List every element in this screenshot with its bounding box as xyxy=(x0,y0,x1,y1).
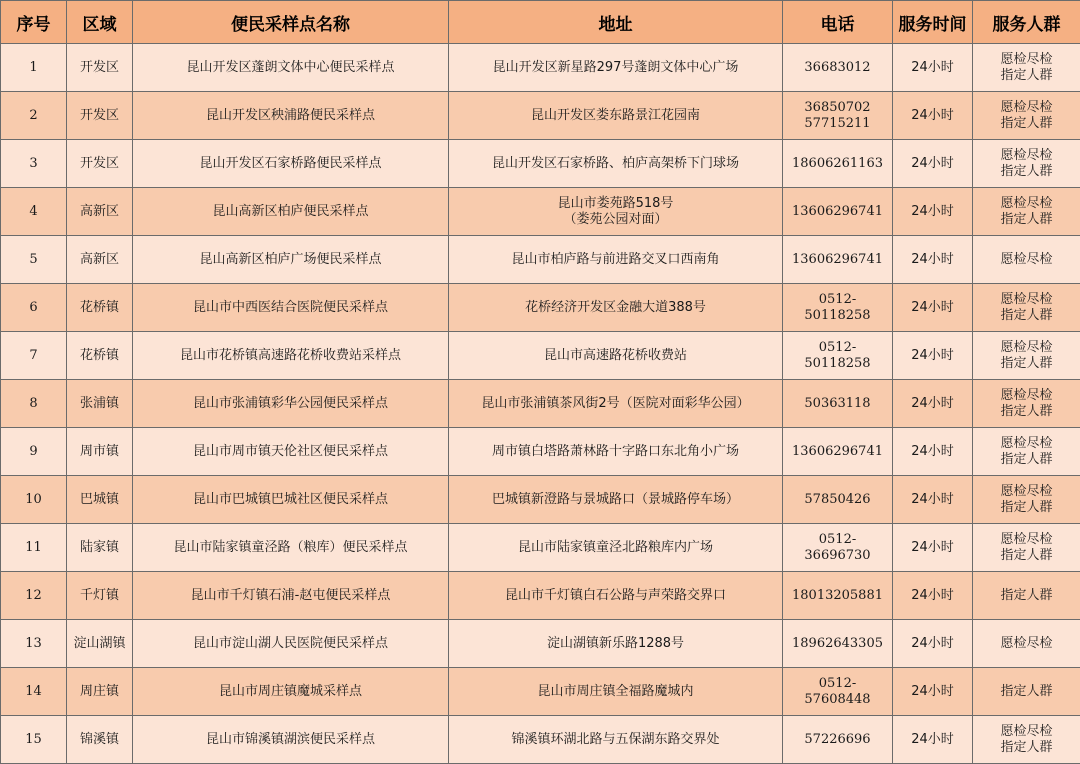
cell-seq: 12 xyxy=(1,572,67,620)
cell-address-line: 昆山市娄苑路518号 xyxy=(557,195,674,211)
cell-address-line: 昆山市陆家镇童泾北路粮库内广场 xyxy=(517,539,713,555)
cell-address xyxy=(449,236,783,284)
cell-phone xyxy=(783,332,893,380)
cell-district: 周庄镇 xyxy=(67,668,133,716)
cell-service-line: 愿检尽检 xyxy=(1000,99,1053,115)
cell-hours: 24小时 xyxy=(893,668,973,716)
cell-address-line: 昆山开发区娄东路景江花园南 xyxy=(530,107,700,123)
cell-phone-line: 57850426 xyxy=(804,491,871,507)
cell-hours: 24小时 xyxy=(893,332,973,380)
cell-district: 锦溪镇 xyxy=(67,716,133,764)
cell-district: 淀山湖镇 xyxy=(67,620,133,668)
cell-address-line: 昆山市高速路花桥收费站 xyxy=(543,347,687,363)
cell-service-line: 指定人群 xyxy=(1000,115,1053,131)
cell-hours: 24小时 xyxy=(893,236,973,284)
cell-name: 昆山开发区秧浦路便民采样点 xyxy=(133,92,449,140)
cell-district: 花桥镇 xyxy=(67,284,133,332)
cell-address-line: 周市镇白塔路萧林路十字路口东北角小广场 xyxy=(491,443,739,459)
cell-hours: 24小时 xyxy=(893,476,973,524)
cell-service-line: 愿检尽检 xyxy=(1000,435,1053,451)
cell-district: 陆家镇 xyxy=(67,524,133,572)
cell-phone xyxy=(783,236,893,284)
cell-phone-line: 50363118 xyxy=(804,395,871,411)
cell-hours: 24小时 xyxy=(893,92,973,140)
cell-hours: 24小时 xyxy=(893,572,973,620)
cell-service xyxy=(973,236,1080,284)
cell-district: 花桥镇 xyxy=(67,332,133,380)
cell-district: 开发区 xyxy=(67,140,133,188)
table-row xyxy=(1,236,1080,284)
cell-name: 昆山市巴城镇巴城社区便民采样点 xyxy=(133,476,449,524)
header-address: 地址 xyxy=(449,1,783,44)
table-row xyxy=(1,44,1080,92)
cell-service-line: 愿检尽检 xyxy=(1000,723,1053,739)
cell-phone-line: 13606296741 xyxy=(792,251,883,267)
cell-name: 昆山市千灯镇石浦-赵屯便民采样点 xyxy=(133,572,449,620)
cell-service xyxy=(973,380,1080,428)
cell-service-line: 指定人群 xyxy=(1000,499,1053,515)
cell-name: 昆山市花桥镇高速路花桥收费站采样点 xyxy=(133,332,449,380)
cell-service-line: 愿检尽检 xyxy=(1000,387,1053,403)
cell-address-line: 昆山市柏庐路与前进路交叉口西南角 xyxy=(511,251,720,267)
cell-name: 昆山高新区柏庐广场便民采样点 xyxy=(133,236,449,284)
cell-service xyxy=(973,140,1080,188)
cell-district: 巴城镇 xyxy=(67,476,133,524)
cell-address xyxy=(449,476,783,524)
cell-hours: 24小时 xyxy=(893,284,973,332)
cell-phone-line: 13606296741 xyxy=(792,443,883,459)
cell-address xyxy=(449,92,783,140)
cell-service-line: 指定人群 xyxy=(1000,451,1053,467)
cell-address xyxy=(449,716,783,764)
cell-phone-line: 57226696 xyxy=(804,731,871,747)
cell-phone xyxy=(783,380,893,428)
cell-seq: 9 xyxy=(1,428,67,476)
cell-service xyxy=(973,284,1080,332)
cell-service-line: 指定人群 xyxy=(1000,163,1053,179)
cell-seq: 8 xyxy=(1,380,67,428)
cell-name: 昆山市淀山湖人民医院便民采样点 xyxy=(133,620,449,668)
cell-address xyxy=(449,44,783,92)
cell-service xyxy=(973,716,1080,764)
cell-service-line: 愿检尽检 xyxy=(1000,195,1053,211)
table-row xyxy=(1,284,1080,332)
cell-phone xyxy=(783,668,893,716)
table-body xyxy=(1,44,1080,764)
cell-address-line: 昆山市周庄镇全福路魔城内 xyxy=(537,683,694,699)
header-name: 便民采样点名称 xyxy=(133,1,449,44)
cell-service xyxy=(973,44,1080,92)
header-seq: 序号 xyxy=(1,1,67,44)
cell-seq: 4 xyxy=(1,188,67,236)
table-row xyxy=(1,476,1080,524)
cell-phone-line: 18013205881 xyxy=(792,587,883,603)
table-row xyxy=(1,620,1080,668)
cell-name: 昆山市周市镇天伦社区便民采样点 xyxy=(133,428,449,476)
cell-phone xyxy=(783,476,893,524)
cell-service xyxy=(973,620,1080,668)
cell-seq: 14 xyxy=(1,668,67,716)
cell-address-line: 昆山市张浦镇茶风街2号（医院对面彩华公园） xyxy=(481,395,750,411)
cell-service xyxy=(973,572,1080,620)
cell-address xyxy=(449,140,783,188)
cell-seq: 1 xyxy=(1,44,67,92)
cell-address-line: 昆山开发区石家桥路、柏庐高架桥下门球场 xyxy=(491,155,739,171)
cell-service xyxy=(973,92,1080,140)
cell-district: 周市镇 xyxy=(67,428,133,476)
cell-hours: 24小时 xyxy=(893,716,973,764)
cell-phone-line: 0512-36696730 xyxy=(804,531,871,563)
table-row xyxy=(1,524,1080,572)
cell-hours: 24小时 xyxy=(893,140,973,188)
header-district: 区域 xyxy=(67,1,133,44)
cell-service xyxy=(973,524,1080,572)
cell-phone xyxy=(783,284,893,332)
cell-service xyxy=(973,476,1080,524)
cell-phone-line: 18962643305 xyxy=(792,635,883,651)
cell-phone xyxy=(783,524,893,572)
cell-service-line: 指定人群 xyxy=(1000,683,1053,699)
cell-address-line: （娄苑公园对面） xyxy=(563,211,668,227)
cell-phone-line: 36683012 xyxy=(804,59,871,75)
cell-name: 昆山市张浦镇彩华公园便民采样点 xyxy=(133,380,449,428)
cell-service-line: 愿检尽检 xyxy=(1000,635,1053,651)
cell-service xyxy=(973,668,1080,716)
cell-district: 开发区 xyxy=(67,44,133,92)
cell-hours: 24小时 xyxy=(893,380,973,428)
cell-seq: 6 xyxy=(1,284,67,332)
table-row xyxy=(1,572,1080,620)
cell-name: 昆山开发区石家桥路便民采样点 xyxy=(133,140,449,188)
cell-service-line: 指定人群 xyxy=(1000,403,1053,419)
cell-phone-line: 0512-57608448 xyxy=(804,675,871,707)
cell-district: 千灯镇 xyxy=(67,572,133,620)
table-row xyxy=(1,380,1080,428)
table-row xyxy=(1,332,1080,380)
cell-service-line: 愿检尽检 xyxy=(1000,51,1053,67)
cell-district: 张浦镇 xyxy=(67,380,133,428)
cell-district: 开发区 xyxy=(67,92,133,140)
cell-seq: 7 xyxy=(1,332,67,380)
cell-service-line: 愿检尽检 xyxy=(1000,291,1053,307)
table-header-row xyxy=(1,1,1080,44)
table-row xyxy=(1,428,1080,476)
cell-service-line: 愿检尽检 xyxy=(1000,339,1053,355)
header-service: 服务人群 xyxy=(973,1,1080,44)
cell-address xyxy=(449,572,783,620)
cell-service-line: 指定人群 xyxy=(1000,211,1053,227)
cell-address xyxy=(449,668,783,716)
cell-name: 昆山市周庄镇魔城采样点 xyxy=(133,668,449,716)
cell-address xyxy=(449,380,783,428)
cell-service xyxy=(973,428,1080,476)
cell-service-line: 指定人群 xyxy=(1000,547,1053,563)
cell-name: 昆山市陆家镇童泾路（粮库）便民采样点 xyxy=(133,524,449,572)
cell-phone-line: 0512-50118258 xyxy=(804,339,871,371)
table-row xyxy=(1,716,1080,764)
cell-service-line: 愿检尽检 xyxy=(1000,147,1053,163)
cell-service-line: 指定人群 xyxy=(1000,587,1053,603)
cell-hours: 24小时 xyxy=(893,524,973,572)
cell-seq: 3 xyxy=(1,140,67,188)
cell-service-line: 指定人群 xyxy=(1000,739,1053,755)
cell-name: 昆山高新区柏庐便民采样点 xyxy=(133,188,449,236)
cell-hours: 24小时 xyxy=(893,188,973,236)
table-row xyxy=(1,92,1080,140)
cell-address-line: 昆山开发区新星路297号蓬朗文体中心广场 xyxy=(492,59,739,75)
cell-address-line: 昆山市千灯镇白石公路与声荣路交界口 xyxy=(504,587,726,603)
cell-name: 昆山开发区蓬朗文体中心便民采样点 xyxy=(133,44,449,92)
header-phone: 电话 xyxy=(783,1,893,44)
cell-address xyxy=(449,284,783,332)
cell-seq: 11 xyxy=(1,524,67,572)
cell-phone-line: 57715211 xyxy=(804,115,871,131)
cell-address-line: 淀山湖镇新乐路1288号 xyxy=(546,635,685,651)
cell-address-line: 巴城镇新澄路与景城路口（景城路停车场） xyxy=(491,491,739,507)
cell-seq: 2 xyxy=(1,92,67,140)
cell-phone-line: 36850702 xyxy=(804,99,871,115)
cell-district: 高新区 xyxy=(67,236,133,284)
cell-phone xyxy=(783,44,893,92)
cell-service xyxy=(973,188,1080,236)
cell-service-line: 指定人群 xyxy=(1000,307,1053,323)
cell-phone-line: 0512-50118258 xyxy=(804,291,871,323)
cell-phone xyxy=(783,92,893,140)
cell-seq: 13 xyxy=(1,620,67,668)
cell-service-line: 指定人群 xyxy=(1000,355,1053,371)
table-row xyxy=(1,188,1080,236)
cell-phone xyxy=(783,428,893,476)
cell-hours: 24小时 xyxy=(893,428,973,476)
cell-service xyxy=(973,332,1080,380)
cell-phone xyxy=(783,620,893,668)
cell-service-line: 愿检尽检 xyxy=(1000,251,1053,267)
cell-address xyxy=(449,188,783,236)
cell-service-line: 指定人群 xyxy=(1000,67,1053,83)
cell-name: 昆山市锦溪镇湖滨便民采样点 xyxy=(133,716,449,764)
cell-phone xyxy=(783,716,893,764)
cell-address xyxy=(449,428,783,476)
cell-address-line: 花桥经济开发区金融大道388号 xyxy=(525,299,706,315)
cell-phone xyxy=(783,572,893,620)
header-hours: 服务时间 xyxy=(893,1,973,44)
cell-phone-line: 13606296741 xyxy=(792,203,883,219)
cell-address xyxy=(449,332,783,380)
table-row xyxy=(1,140,1080,188)
cell-address xyxy=(449,620,783,668)
cell-hours: 24小时 xyxy=(893,44,973,92)
cell-district: 高新区 xyxy=(67,188,133,236)
cell-phone xyxy=(783,140,893,188)
cell-seq: 10 xyxy=(1,476,67,524)
cell-service-line: 愿检尽检 xyxy=(1000,483,1053,499)
cell-service-line: 愿检尽检 xyxy=(1000,531,1053,547)
cell-phone-line: 18606261163 xyxy=(792,155,883,171)
cell-address-line: 锦溪镇环湖北路与五保湖东路交界处 xyxy=(511,731,720,747)
cell-seq: 15 xyxy=(1,716,67,764)
cell-seq: 5 xyxy=(1,236,67,284)
table-row xyxy=(1,668,1080,716)
cell-address xyxy=(449,524,783,572)
cell-name: 昆山市中西医结合医院便民采样点 xyxy=(133,284,449,332)
cell-phone xyxy=(783,188,893,236)
cell-hours: 24小时 xyxy=(893,620,973,668)
